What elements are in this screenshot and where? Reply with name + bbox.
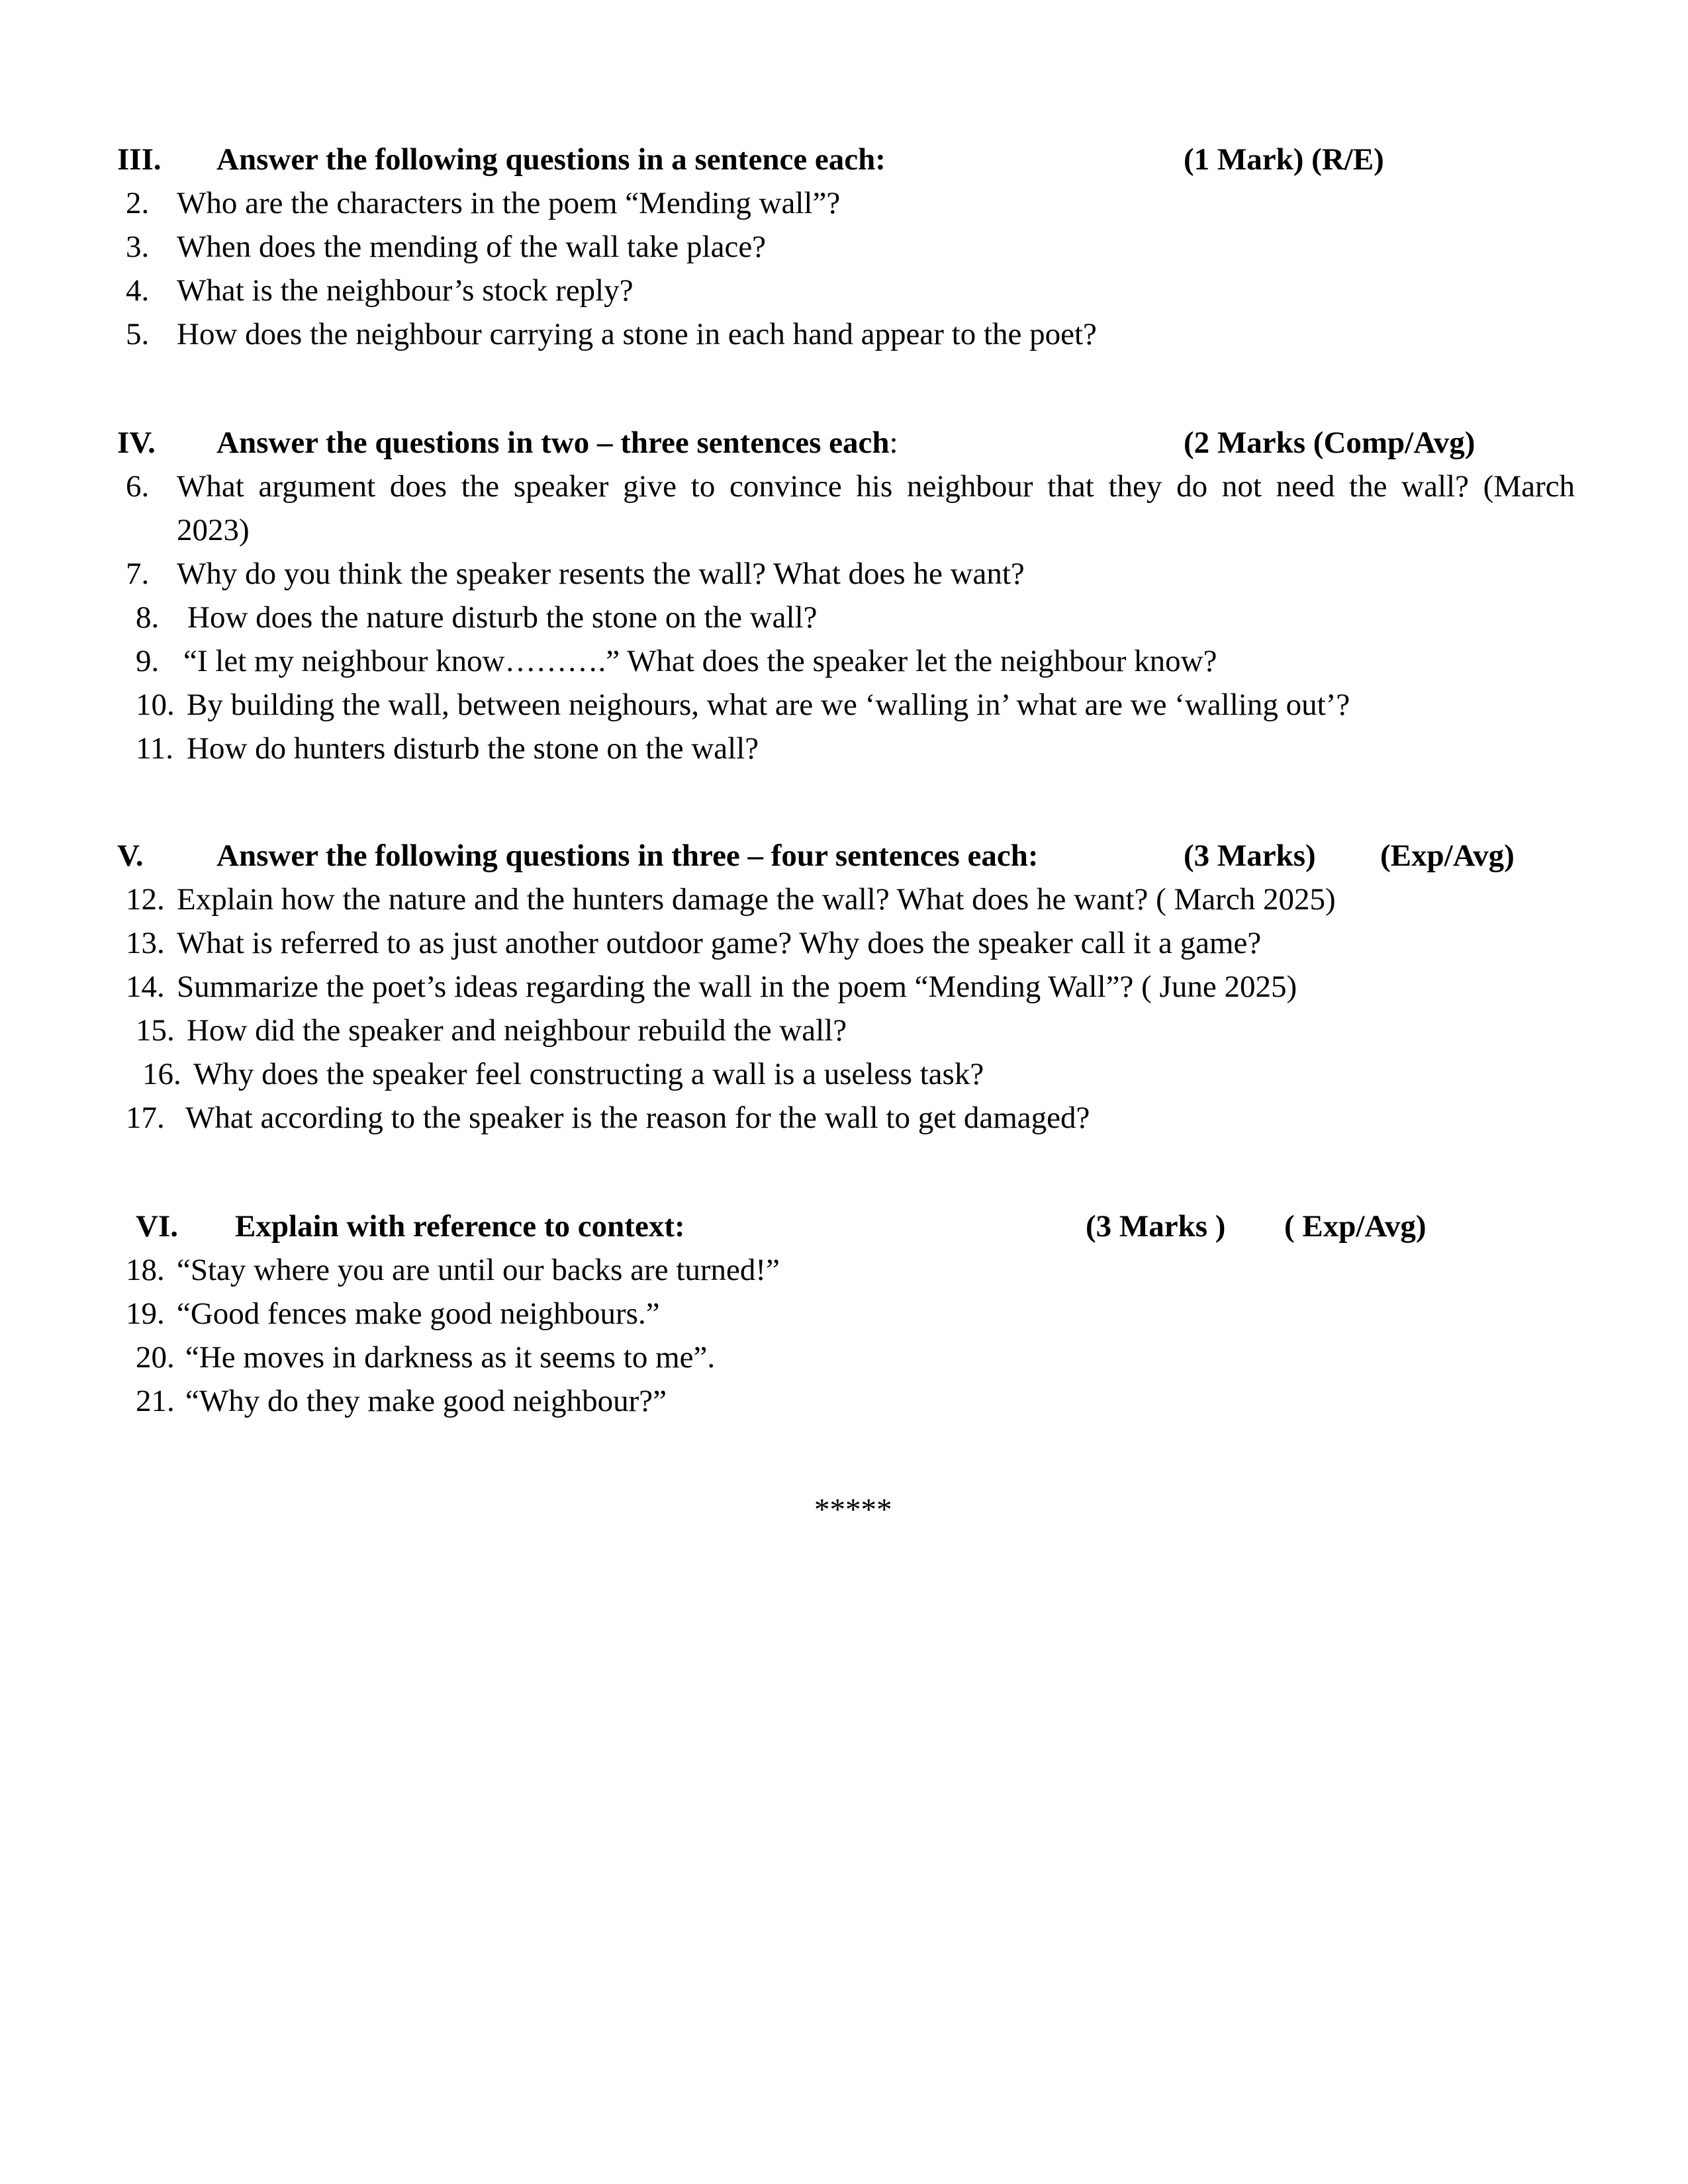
question-number: 11. [136, 731, 174, 766]
section-v-marks: (3 Marks) [1184, 839, 1316, 873]
section-v-level: (Exp/Avg) [1380, 839, 1515, 873]
section-iii-numeral: III. [117, 142, 162, 177]
question-number: 20. [136, 1340, 175, 1375]
question-number: 19. [126, 1297, 165, 1331]
section-v-numeral: V. [117, 839, 144, 873]
question-text: How does the nature disturb the stone on the wall? [187, 600, 818, 635]
question-text: What according to the speaker is the reason for the wall to get damaged? [185, 1101, 1090, 1135]
question-text: “He moves in darkness as it seems to me”. [185, 1340, 716, 1375]
section-vi-level: ( Exp/Avg) [1284, 1209, 1427, 1244]
question-text: Summarize the poet’s ideas regarding the wall in the poem “Mending Wall”? ( June 2025) [177, 970, 1297, 1004]
question-number: 8. [136, 600, 160, 635]
question-text: Explain how the nature and the hunters damage the wall? What does he want? ( March 2025) [177, 882, 1336, 917]
section-v-heading: Answer the following questions in three – four sentences each: [216, 839, 1039, 873]
question-text: “I let my neighbour know……….” What does the speaker let the neighbour know? [183, 644, 1217, 678]
question-text: When does the mending of the wall take place? [177, 230, 767, 264]
section-iv-marks: (2 Marks (Comp/Avg) [1184, 426, 1476, 460]
question-text: How does the neighbour carrying a stone in each hand appear to the poet? [177, 317, 1097, 351]
section-vi-marks: (3 Marks ) [1086, 1209, 1226, 1244]
end-of-section-marker: ***** [814, 1492, 892, 1527]
question-text: By building the wall, between neighours, what are we ‘walling in’ what are we ‘walling out’? [187, 688, 1350, 722]
question-number: 13. [126, 926, 165, 960]
question-number: 16. [142, 1057, 181, 1091]
question-text-continuation: 2023) [177, 513, 250, 547]
question-number: 10. [136, 688, 175, 722]
question-text: How do hunters disturb the stone on the wall? [187, 731, 759, 766]
section-iii-marks: (1 Mark) (R/E) [1184, 142, 1384, 177]
question-text: “Stay where you are until our backs are turned!” [177, 1253, 780, 1287]
question-number: 2. [126, 186, 150, 220]
question-number: 6. [126, 469, 150, 504]
question-number: 7. [126, 557, 150, 591]
question-text: Why does the speaker feel constructing a wall is a useless task? [193, 1057, 984, 1091]
question-number: 5. [126, 317, 150, 351]
question-number: 21. [136, 1384, 175, 1418]
question-number: 14. [126, 970, 165, 1004]
section-vi-heading: Explain with reference to context: [235, 1209, 685, 1244]
question-text: “Good fences make good neighbours.” [177, 1297, 660, 1331]
section-iii-heading: Answer the following questions in a sentence each: [216, 142, 886, 177]
question-text: Why do you think the speaker resents the wall? What does he want? [177, 557, 1025, 591]
question-number: 4. [126, 273, 150, 308]
section-iv-heading-colon: : [889, 426, 898, 460]
question-text: How did the speaker and neighbour rebuild the wall? [187, 1013, 847, 1048]
question-text: What is the neighbour’s stock reply? [177, 273, 633, 308]
question-number: 15. [136, 1013, 175, 1048]
question-number: 3. [126, 230, 150, 264]
question-text: What argument does the speaker give to convince his neighbour that they do not need the wall? (March [177, 469, 1575, 504]
section-iv-heading: Answer the questions in two – three sentences each [216, 426, 890, 460]
question-number: 18. [126, 1253, 165, 1287]
question-number: 12. [126, 882, 165, 917]
question-number: 9. [136, 644, 160, 678]
question-text: “Why do they make good neighbour?” [185, 1384, 667, 1418]
section-vi-numeral: VI. [136, 1209, 178, 1244]
question-text: What is referred to as just another outdoor game? Why does the speaker call it a game? [177, 926, 1262, 960]
question-text: Who are the characters in the poem “Mending wall”? [177, 186, 841, 220]
section-iv-numeral: IV. [117, 426, 156, 460]
section-iv-heading-line [216, 421, 898, 465]
question-number: 17. [126, 1101, 165, 1135]
